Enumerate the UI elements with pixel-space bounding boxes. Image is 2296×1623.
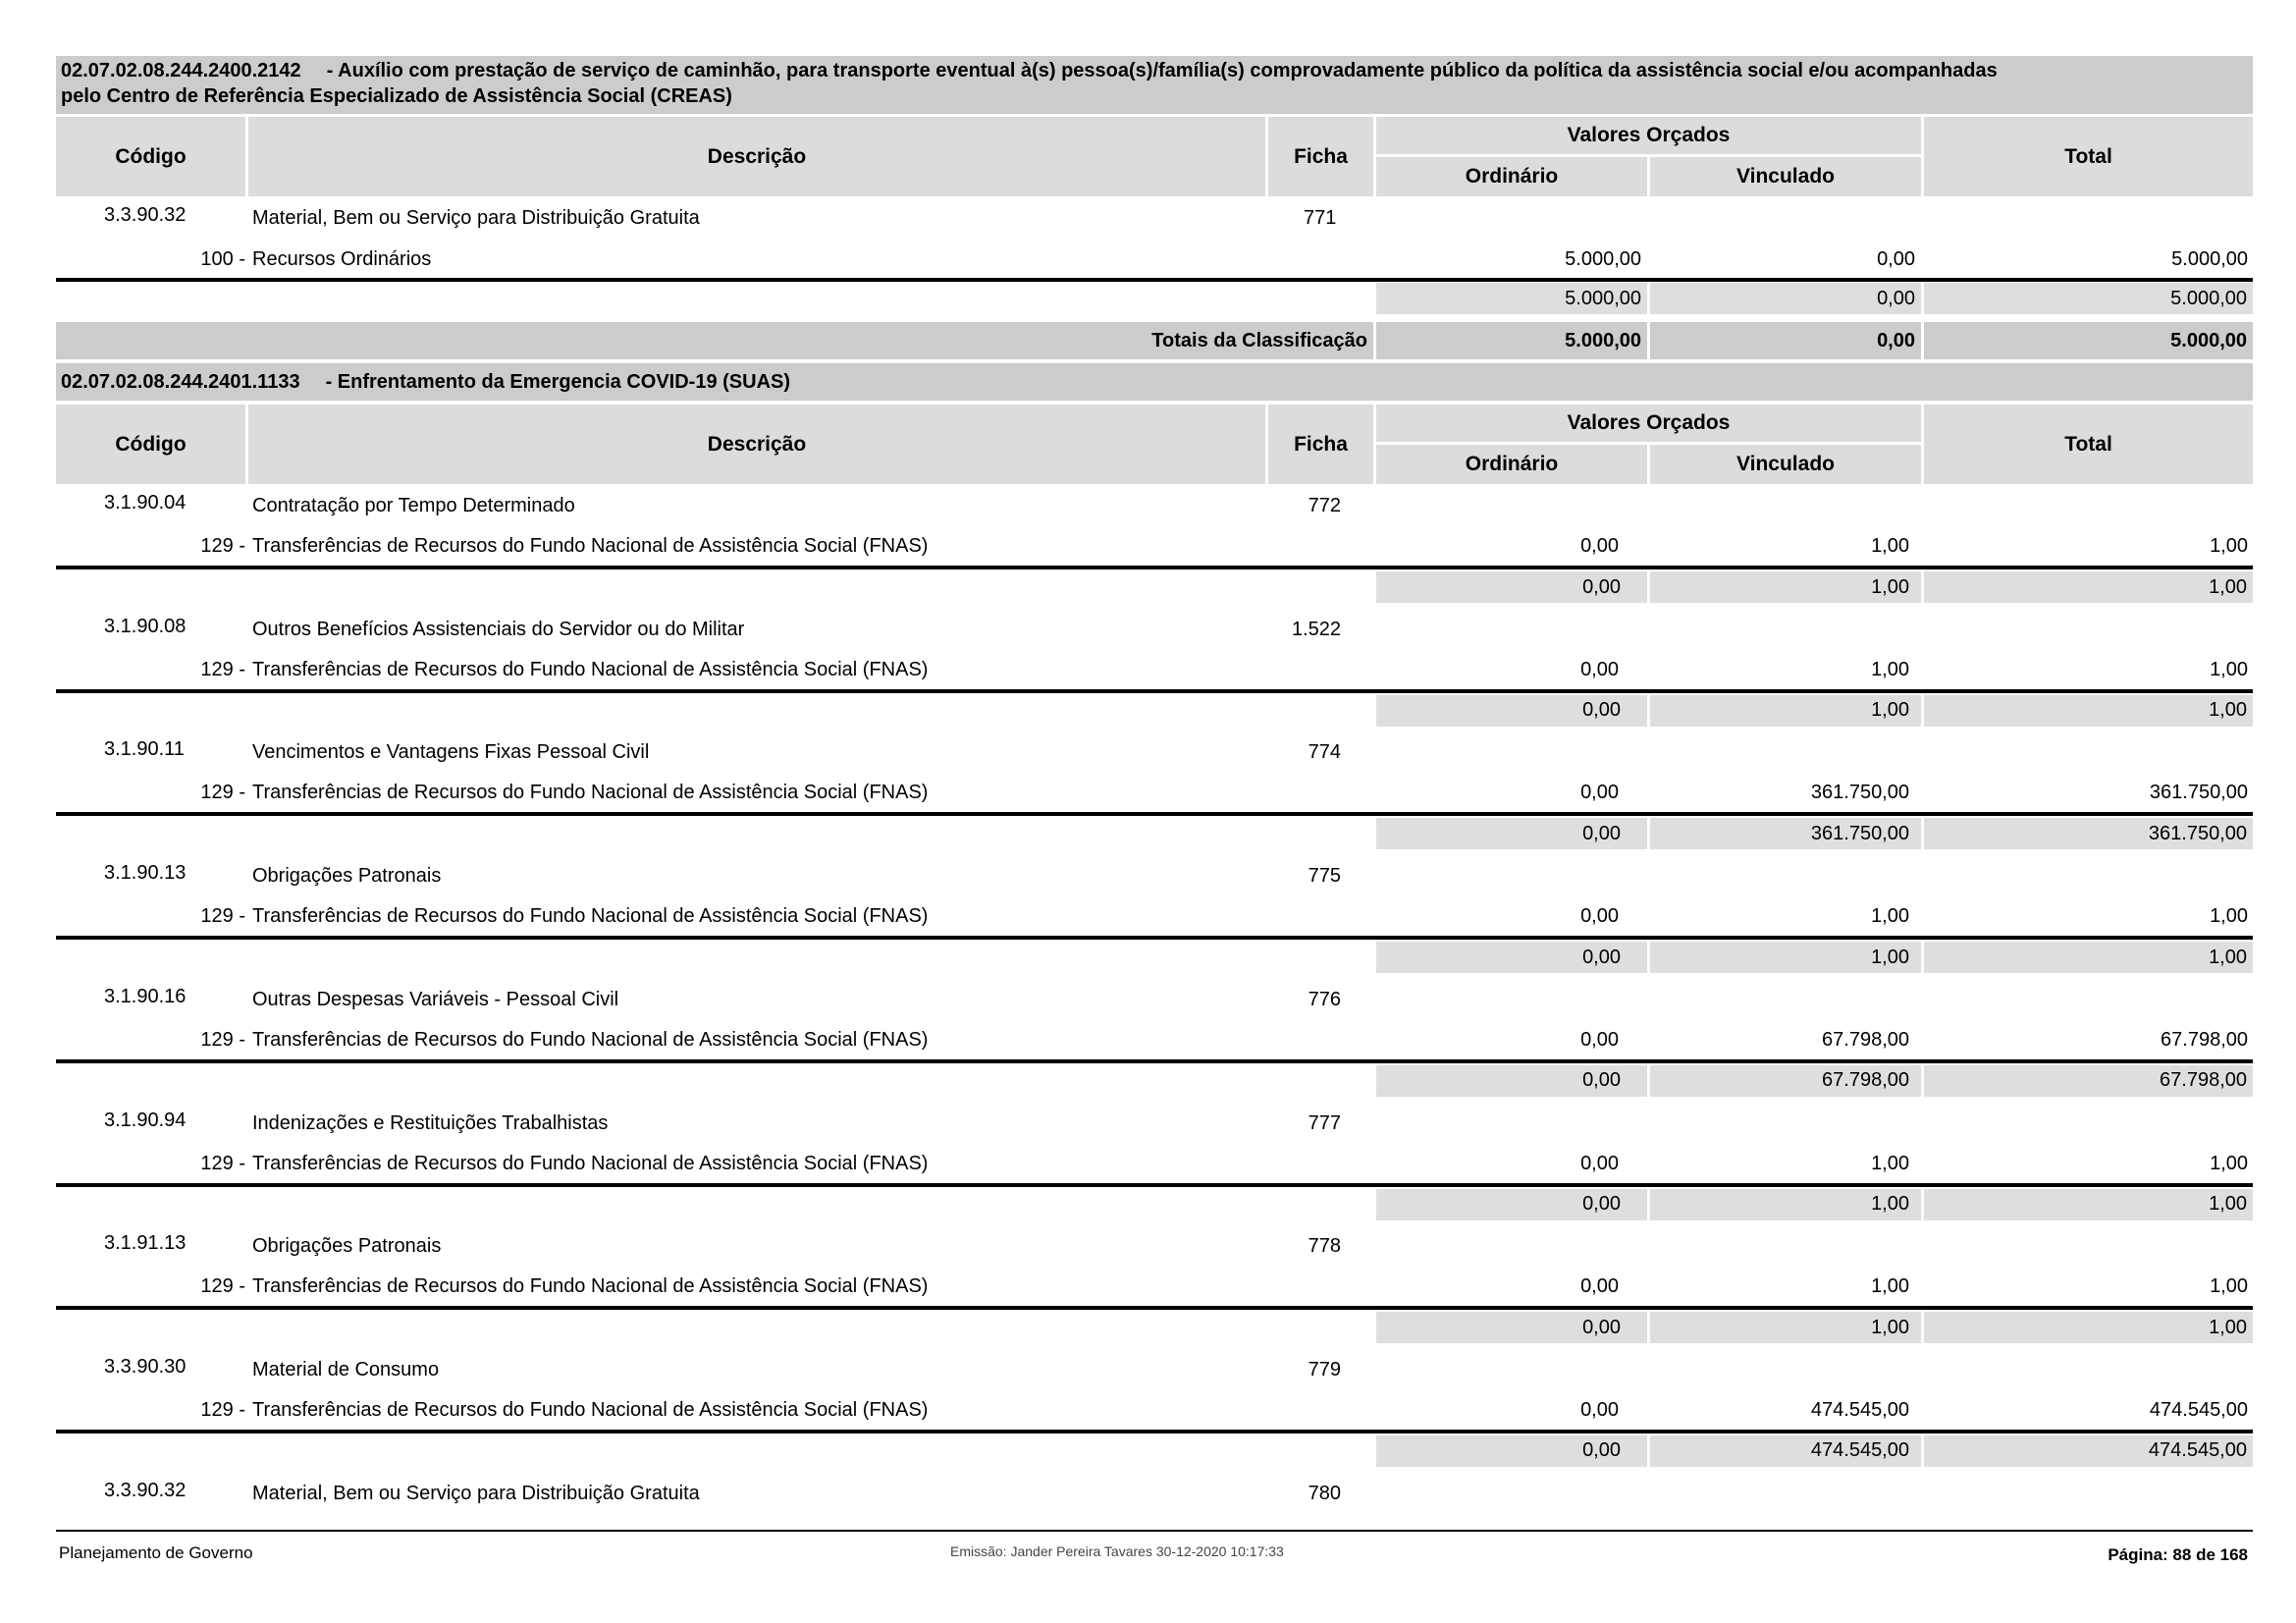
val-total: 361.750,00 — [2149, 782, 2248, 804]
row-descricao: Outras Despesas Variáveis - Pessoal Civil — [252, 988, 619, 1010]
totals-label: Totais da Classificação — [56, 322, 1373, 359]
row-ficha: 1.522 — [1291, 618, 1341, 640]
subtotal-total: 1,00 — [1924, 1312, 2253, 1343]
subtotal-vinculado: 1,00 — [1650, 1312, 1921, 1343]
row-codigo: 3.1.90.04 — [104, 492, 187, 514]
fonte-desc: Transferências de Recursos do Fundo Nacional de Assistência Social (FNAS) — [252, 1398, 929, 1421]
section-header — [56, 56, 2253, 114]
val-total: 1,00 — [2210, 535, 2248, 557]
subtotal-vinculado: 1,00 — [1650, 1189, 1921, 1220]
subtotal-ordinario: 5.000,00 — [1376, 283, 1647, 314]
subtotal-ordinario: 0,00 — [1376, 695, 1647, 727]
val-ordinario: 0,00 — [1580, 905, 1619, 928]
row-divider — [56, 689, 2253, 693]
col-header-total: Total — [1924, 117, 2253, 196]
row-descricao: Material, Bem ou Serviço para Distribuição Gratuita — [252, 207, 700, 229]
val-vinculado: 1,00 — [1871, 905, 1909, 928]
row-codigo: 3.1.90.13 — [104, 862, 187, 885]
col-header-codigo: Código — [56, 117, 245, 196]
row-divider — [56, 1306, 2253, 1310]
subtotal-vinculado: 1,00 — [1650, 571, 1921, 603]
subtotal-total: 361.750,00 — [1924, 818, 2253, 849]
fonte-code: 100 - — [200, 248, 245, 270]
section-code: 02.07.02.08.244.2400.2142 — [61, 60, 301, 81]
col-header-valores-orcados: Valores Orçados — [1376, 117, 1921, 154]
val-total: 1,00 — [2210, 905, 2248, 928]
fonte-desc: Transferências de Recursos do Fundo Nacional de Assistência Social (FNAS) — [252, 905, 929, 928]
val-total: 1,00 — [2210, 1275, 2248, 1298]
row-divider — [56, 1430, 2253, 1434]
subtotal-ordinario: 0,00 — [1376, 1189, 1647, 1220]
val-vinculado: 67.798,00 — [1822, 1028, 1909, 1051]
row-codigo: 3.1.91.13 — [104, 1232, 187, 1255]
subtotal-total: 67.798,00 — [1924, 1065, 2253, 1097]
subtotal-total: 5.000,00 — [1924, 283, 2253, 314]
row-descricao: Material de Consumo — [252, 1358, 440, 1380]
subtotal-ordinario: 0,00 — [1376, 942, 1647, 973]
val-vinculado: 361.750,00 — [1810, 782, 1909, 804]
col-header-ordinario: Ordinário — [1376, 445, 1647, 484]
row-ficha: 780 — [1308, 1482, 1341, 1504]
subtotal-ordinario: 0,00 — [1376, 818, 1647, 849]
fonte-desc: Transferências de Recursos do Fundo Nacional de Assistência Social (FNAS) — [252, 658, 929, 680]
val-ordinario: 5.000,00 — [1565, 248, 1641, 270]
section-header — [56, 363, 2253, 401]
row-descricao: Vencimentos e Vantagens Fixas Pessoal Civil — [252, 741, 650, 764]
row-descricao: Material, Bem ou Serviço para Distribuição Gratuita — [252, 1482, 700, 1504]
row-divider — [56, 278, 2253, 282]
subtotal-vinculado: 474.545,00 — [1650, 1435, 1921, 1467]
section-title-cont: pelo Centro de Referência Especializado de Assistência Social (CREAS) — [61, 85, 732, 107]
val-vinculado: 0,00 — [1877, 248, 1915, 270]
row-codigo: 3.1.90.94 — [104, 1109, 187, 1131]
val-ordinario: 0,00 — [1580, 1398, 1619, 1421]
row-divider — [56, 1183, 2253, 1187]
row-divider — [56, 1059, 2253, 1063]
val-vinculado: 1,00 — [1871, 535, 1909, 557]
row-descricao: Obrigações Patronais — [252, 865, 442, 888]
subtotal-vinculado: 361.750,00 — [1650, 818, 1921, 849]
val-ordinario: 0,00 — [1580, 1028, 1619, 1051]
fonte-code: 129 - — [200, 1152, 245, 1174]
row-ficha: 775 — [1308, 865, 1341, 888]
val-vinculado: 474.545,00 — [1810, 1398, 1909, 1421]
val-total: 1,00 — [2210, 658, 2248, 680]
col-header-vinculado: Vinculado — [1650, 445, 1921, 484]
row-descricao: Outros Benefícios Assistenciais do Servidor ou do Militar — [252, 618, 745, 640]
row-ficha: 779 — [1308, 1358, 1341, 1380]
col-header-codigo: Código — [56, 405, 245, 484]
totals-total: 5.000,00 — [1924, 322, 2253, 359]
row-ficha: 776 — [1308, 988, 1341, 1010]
fonte-code: 129 - — [200, 1028, 245, 1051]
fonte-desc: Transferências de Recursos do Fundo Nacional de Assistência Social (FNAS) — [252, 1275, 929, 1298]
subtotal-total: 1,00 — [1924, 571, 2253, 603]
fonte-code: 129 - — [200, 1275, 245, 1298]
col-header-descricao: Descrição — [248, 405, 1265, 484]
subtotal-ordinario: 0,00 — [1376, 1065, 1647, 1097]
col-header-ficha: Ficha — [1268, 405, 1373, 484]
row-ficha: 772 — [1308, 495, 1341, 516]
fonte-desc: Transferências de Recursos do Fundo Nacional de Assistência Social (FNAS) — [252, 1152, 929, 1174]
col-header-valores-orcados: Valores Orçados — [1376, 405, 1921, 442]
fonte-code: 129 - — [200, 658, 245, 680]
fonte-desc: Transferências de Recursos do Fundo Nacional de Assistência Social (FNAS) — [252, 1028, 929, 1051]
subtotal-vinculado: 1,00 — [1650, 942, 1921, 973]
val-total: 1,00 — [2210, 1152, 2248, 1174]
totals-ordinario: 5.000,00 — [1376, 322, 1647, 359]
row-divider — [56, 566, 2253, 569]
footer-emission: Emissão: Jander Pereira Tavares 30-12-2020 10:17:33 — [950, 1543, 1284, 1559]
val-vinculado: 1,00 — [1871, 1152, 1909, 1174]
row-divider — [56, 812, 2253, 816]
val-ordinario: 0,00 — [1580, 1152, 1619, 1174]
val-total: 67.798,00 — [2161, 1028, 2248, 1051]
row-codigo: 3.1.90.16 — [104, 985, 187, 1007]
row-codigo: 3.3.90.30 — [104, 1355, 187, 1378]
section-title: - Auxílio com prestação de serviço de caminhão, para transporte eventual à(s) pessoa(s)/família(s) comprovadamente público da política da assistência social e/ou acompanhadas — [326, 60, 1998, 81]
col-header-ordinario: Ordinário — [1376, 157, 1647, 196]
subtotal-vinculado: 0,00 — [1650, 283, 1921, 314]
subtotal-total: 1,00 — [1924, 695, 2253, 727]
section-code: 02.07.02.08.244.2401.1133 — [61, 371, 300, 393]
row-codigo: 3.1.90.11 — [104, 738, 185, 761]
row-ficha: 777 — [1308, 1111, 1341, 1134]
row-descricao: Indenizações e Restituições Trabalhistas — [252, 1111, 609, 1134]
col-header-ficha: Ficha — [1268, 117, 1373, 196]
row-descricao: Contratação por Tempo Determinado — [252, 495, 575, 516]
col-header-vinculado: Vinculado — [1650, 157, 1921, 196]
val-total: 5.000,00 — [2171, 248, 2248, 270]
fonte-code: 129 - — [200, 905, 245, 928]
row-codigo: 3.3.90.32 — [104, 204, 187, 226]
subtotal-ordinario: 0,00 — [1376, 571, 1647, 603]
val-ordinario: 0,00 — [1580, 782, 1619, 804]
fonte-code: 129 - — [200, 1398, 245, 1421]
val-vinculado: 1,00 — [1871, 658, 1909, 680]
footer-page: Página: 88 de 168 — [2108, 1545, 2248, 1564]
row-codigo: 3.3.90.32 — [104, 1479, 187, 1501]
fonte-code: 129 - — [200, 782, 245, 804]
row-codigo: 3.1.90.08 — [104, 615, 187, 637]
col-header-total: Total — [1924, 405, 2253, 484]
section-title: - Enfrentamento da Emergencia COVID-19 (SUAS) — [325, 371, 791, 393]
subtotal-total: 474.545,00 — [1924, 1435, 2253, 1467]
row-descricao: Obrigações Patronais — [252, 1235, 442, 1258]
val-ordinario: 0,00 — [1580, 1275, 1619, 1298]
subtotal-total: 1,00 — [1924, 1189, 2253, 1220]
subtotal-total: 1,00 — [1924, 942, 2253, 973]
row-ficha: 778 — [1308, 1235, 1341, 1258]
val-ordinario: 0,00 — [1580, 658, 1619, 680]
subtotal-vinculado: 67.798,00 — [1650, 1065, 1921, 1097]
fonte-desc: Transferências de Recursos do Fundo Nacional de Assistência Social (FNAS) — [252, 535, 929, 557]
row-ficha: 774 — [1308, 741, 1341, 764]
totals-vinculado: 0,00 — [1650, 322, 1921, 359]
row-ficha: 771 — [1304, 207, 1337, 229]
subtotal-ordinario: 0,00 — [1376, 1312, 1647, 1343]
subtotal-ordinario: 0,00 — [1376, 1435, 1647, 1467]
row-divider — [56, 936, 2253, 940]
fonte-desc: Transferências de Recursos do Fundo Nacional de Assistência Social (FNAS) — [252, 782, 929, 804]
subtotal-vinculado: 1,00 — [1650, 695, 1921, 727]
footer-divider — [56, 1530, 2253, 1532]
fonte-code: 129 - — [200, 535, 245, 557]
col-header-descricao: Descrição — [248, 117, 1265, 196]
footer-left: Planejamento de Governo — [59, 1543, 253, 1562]
fonte-desc: Recursos Ordinários — [252, 248, 432, 270]
val-vinculado: 1,00 — [1871, 1275, 1909, 1298]
val-ordinario: 0,00 — [1580, 535, 1619, 557]
val-total: 474.545,00 — [2149, 1398, 2248, 1421]
